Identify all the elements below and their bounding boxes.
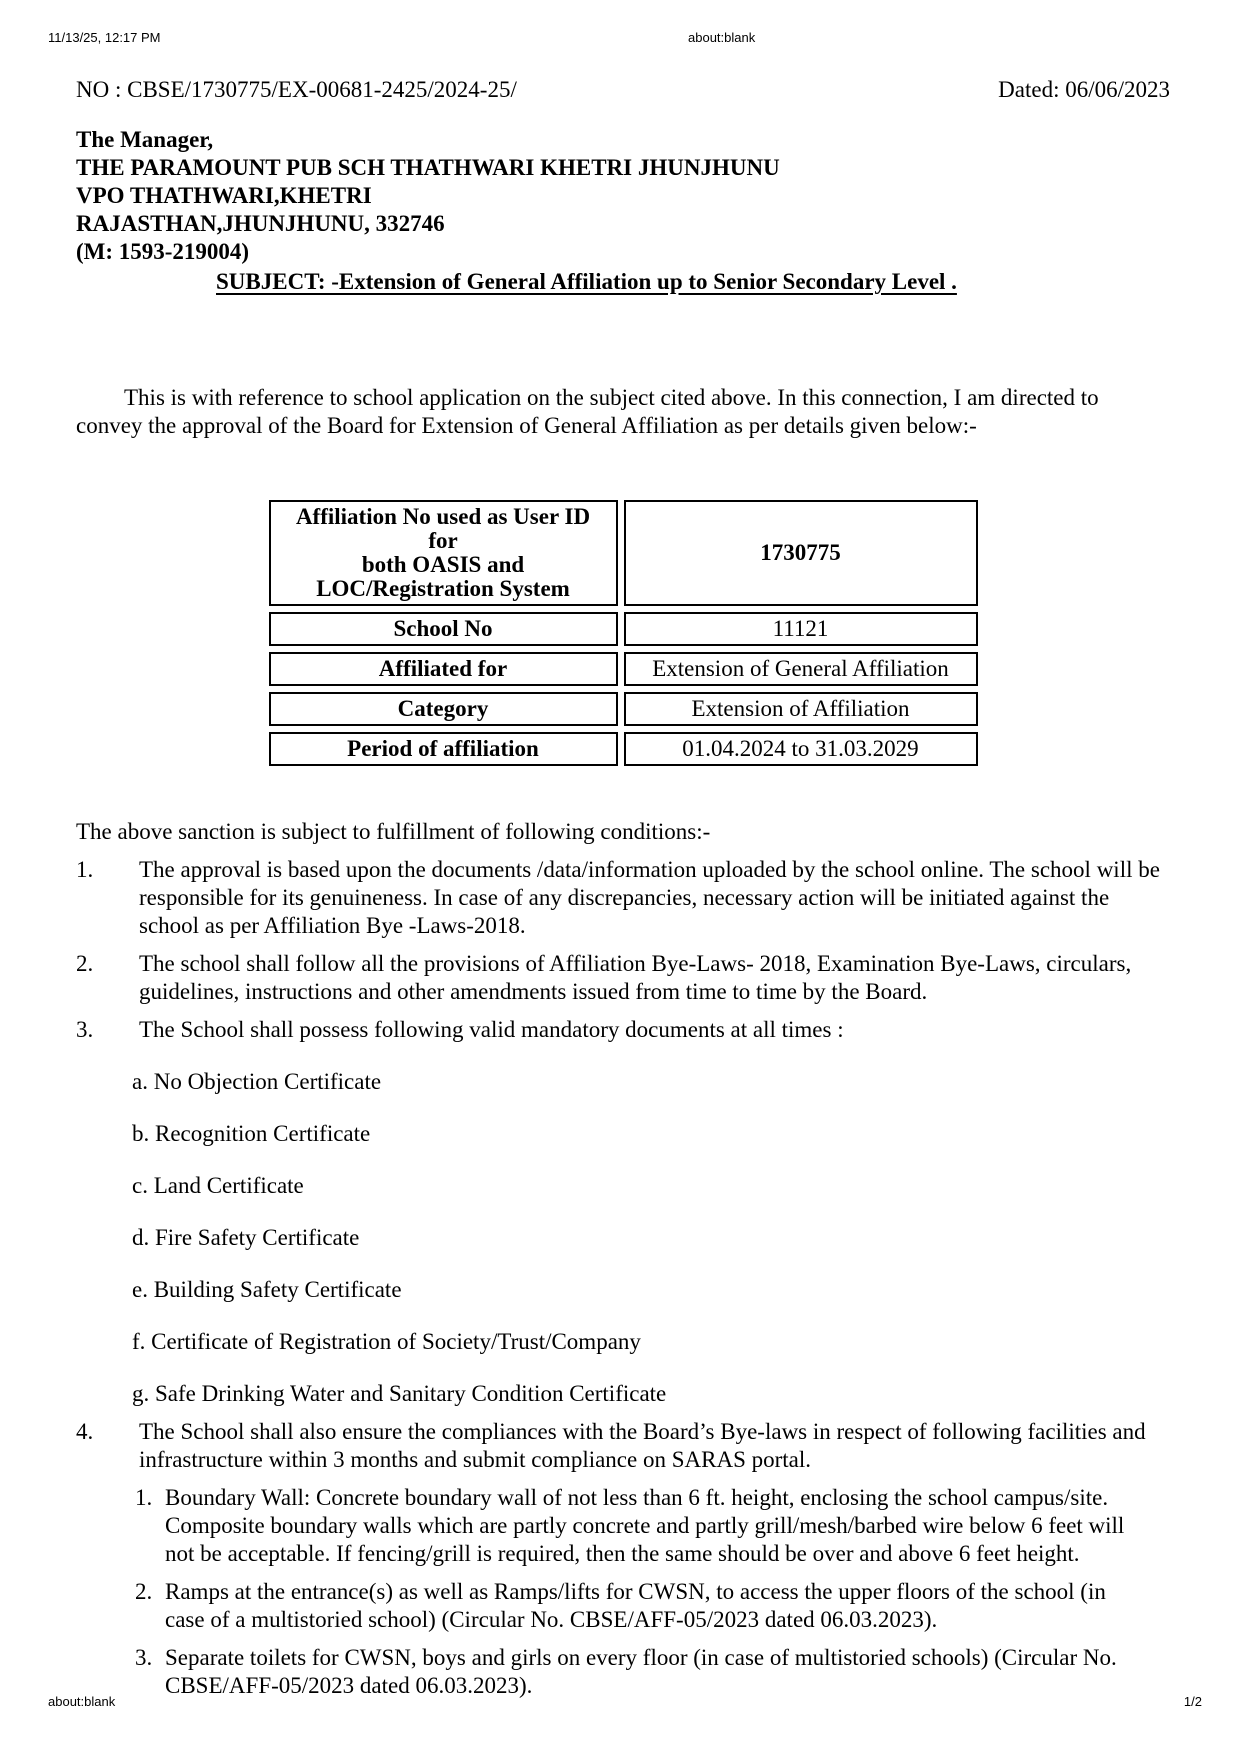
condition-item-1	[76, 856, 1170, 940]
table-value-affiliation-no: 1730775	[624, 500, 978, 606]
print-footer	[0, 1694, 1240, 1712]
recipient-line: The Manager,	[76, 127, 214, 152]
label-line: both OASIS and	[361, 552, 525, 577]
document-item: f. Certificate of Registration of Society/Trust/Company	[132, 1329, 641, 1354]
condition-item-4	[76, 1418, 1170, 1474]
table-row	[269, 692, 978, 726]
recipient-line: RAJASTHAN,JHUNJHUNU, 332746	[76, 211, 445, 236]
compliance-item-3	[135, 1644, 1170, 1700]
table-value-school-no: 11121	[624, 612, 978, 646]
compliance-text: Boundary Wall: Concrete boundary wall of not less than 6 ft. height, enclosing the school campus/site. Composite boundary walls which are partly concrete and partly grill/mesh/barbed wire below 6 feet will not be acceptable. If fencing/grill is required, then the same should be over and above 6 feet height.	[165, 1485, 1125, 1566]
letter-date: Dated: 06/06/2023	[998, 77, 1170, 102]
print-datetime: 11/13/25, 12:17 PM	[48, 30, 161, 45]
table-label-school-no: School No	[269, 612, 618, 646]
recipient-address	[76, 126, 1170, 266]
table-label-affiliated-for: Affiliated for	[269, 652, 618, 686]
condition-text: The School shall possess following valid mandatory documents at all times :	[139, 1017, 844, 1042]
label-line: Affiliation No used as User ID for	[295, 504, 591, 553]
intro-paragraph: This is with reference to school application on the subject cited above. In this connection, I am directed to convey the approval of the Board for Extension of General Affiliation as per details given below:-	[76, 385, 1099, 438]
reference-number: NO : CBSE/1730775/EX-00681-2425/2024-25/	[76, 77, 517, 102]
compliance-item-1	[135, 1484, 1170, 1568]
condition-text: The approval is based upon the documents /data/information uploaded by the school online. The school will be responsible for its genuineness. In case of any discrepancies, necessary action will be initiated against the school as per Affiliation Bye -Laws-2018.	[139, 857, 1160, 938]
reference-row	[76, 76, 1170, 104]
compliance-number: 3.	[135, 1645, 153, 1670]
print-page-title: about:blank	[688, 30, 756, 45]
recipient-line: VPO THATHWARI,KHETRI	[76, 183, 372, 208]
affiliation-details-table	[263, 494, 984, 772]
table-value-affiliated-for: Extension of General Affiliation	[624, 652, 978, 686]
table-row	[269, 500, 978, 606]
document-item: b. Recognition Certificate	[132, 1121, 371, 1146]
print-header	[0, 30, 1240, 48]
condition-text: The school shall follow all the provisions of Affiliation Bye-Laws- 2018, Examination Bye-Laws, circulars, guidelines, instructions and other amendments issued from time to time by the Board.	[139, 951, 1132, 1004]
table-row	[269, 652, 978, 686]
compliance-text: Ramps at the entrance(s) as well as Ramps/lifts for CWSN, to access the upper floors of the school (in case of a multistoried school) (Circular No. CBSE/AFF-05/2023 dated 06.03.2023).	[165, 1579, 1106, 1632]
condition-number: 2.	[76, 951, 94, 976]
table-row	[269, 732, 978, 766]
conditions-intro: The above sanction is subject to fulfillment of following conditions:-	[76, 819, 711, 844]
document-item: g. Safe Drinking Water and Sanitary Condition Certificate	[132, 1381, 667, 1406]
condition-item-2	[76, 950, 1170, 1006]
mandatory-documents-list	[76, 1068, 1170, 1408]
table-label-affiliation-no	[269, 500, 618, 606]
condition-item-3	[76, 1016, 1170, 1044]
subject-line: SUBJECT: -Extension of General Affiliation up to Senior Secondary Level .	[216, 269, 957, 294]
condition-text: The School shall also ensure the compliances with the Board’s Bye-laws in respect of following facilities and infrastructure within 3 months and submit compliance on SARAS portal.	[139, 1419, 1146, 1472]
label-line: LOC/Registration System	[316, 576, 570, 601]
compliance-item-2	[135, 1578, 1170, 1634]
document-item: a. No Objection Certificate	[132, 1069, 382, 1094]
letter-body	[76, 62, 1170, 1700]
condition-number: 4.	[76, 1419, 94, 1444]
print-page-number: 1/2	[1183, 1694, 1202, 1709]
table-row	[269, 612, 978, 646]
recipient-line: THE PARAMOUNT PUB SCH THATHWARI KHETRI JHUNJHUNU	[76, 155, 780, 180]
table-label-period: Period of affiliation	[269, 732, 618, 766]
table-value-period: 01.04.2024 to 31.03.2029	[624, 732, 978, 766]
document-item: e. Building Safety Certificate	[132, 1277, 402, 1302]
print-footer-url: about:blank	[48, 1694, 116, 1709]
condition-number: 1.	[76, 857, 94, 882]
document-item: c. Land Certificate	[132, 1173, 304, 1198]
recipient-line: (M: 1593-219004)	[76, 239, 250, 264]
compliance-number: 1.	[135, 1485, 153, 1510]
table-label-category: Category	[269, 692, 618, 726]
compliance-text: Separate toilets for CWSN, boys and girls on every floor (in case of multistoried schools) (Circular No. CBSE/AFF-05/2023 dated 06.03.2023).	[165, 1645, 1117, 1698]
condition-number: 3.	[76, 1017, 94, 1042]
compliance-number: 2.	[135, 1579, 153, 1604]
table-value-category: Extension of Affiliation	[624, 692, 978, 726]
document-item: d. Fire Safety Certificate	[132, 1225, 360, 1250]
